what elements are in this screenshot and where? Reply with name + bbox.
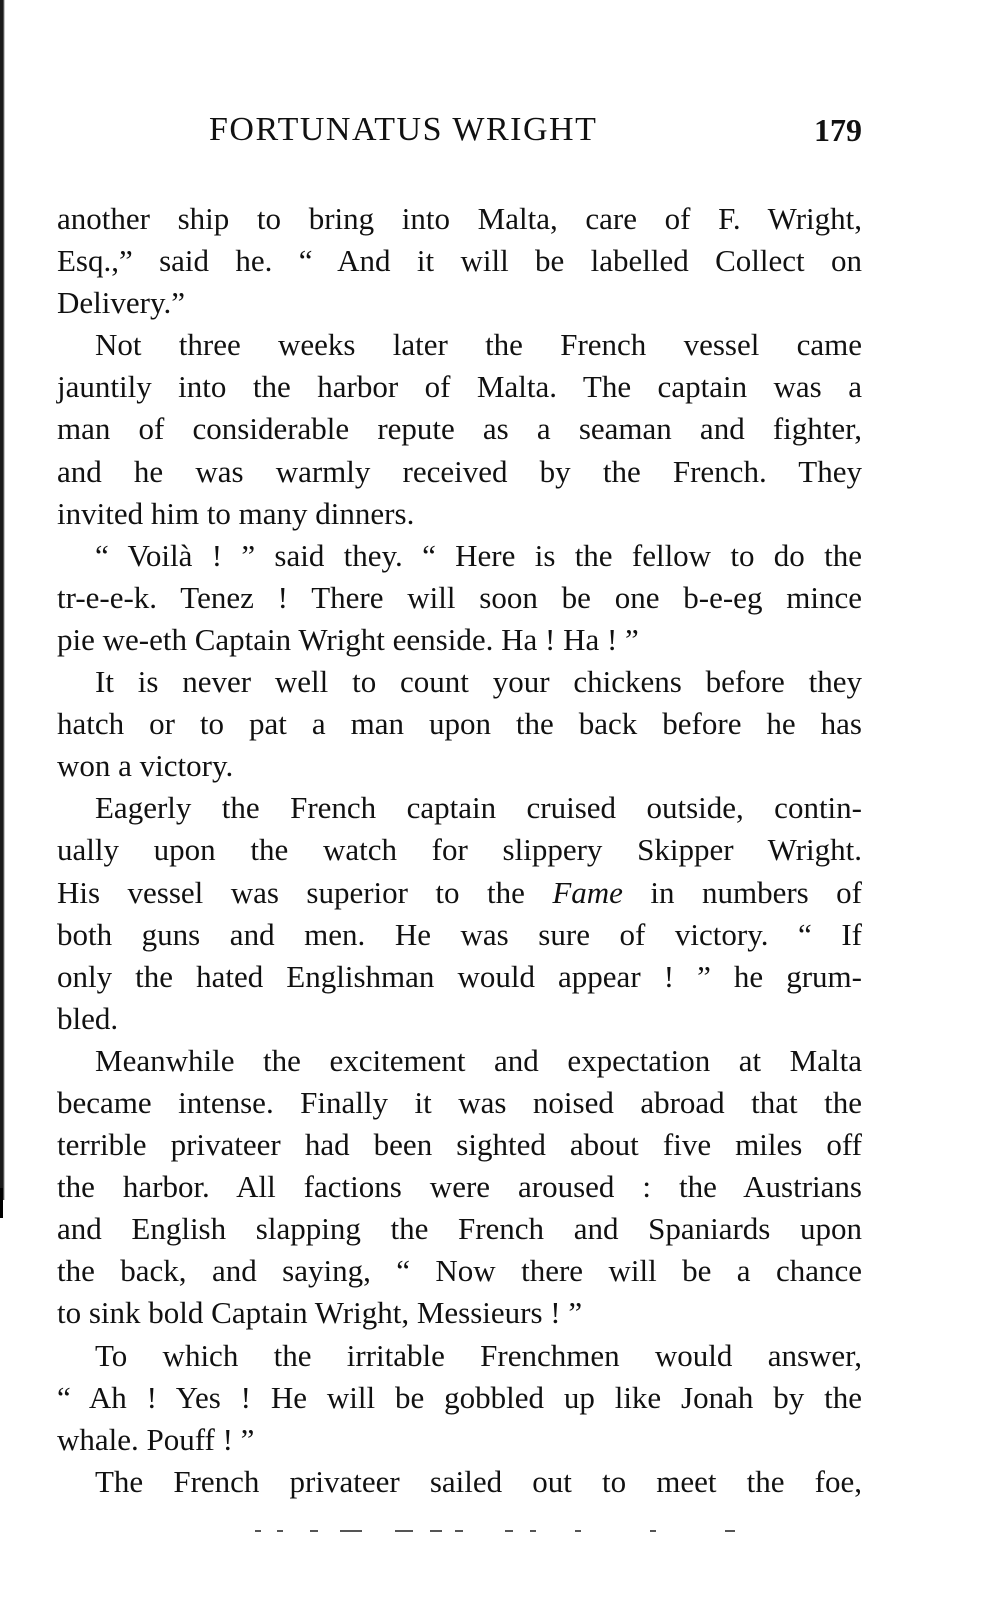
text-line: only the hated Englishman would appear ! ” he grum- [57,958,862,994]
body-text [57,198,862,1503]
text-line: tr-e-e-k. Tenez ! There will soon be one b-e-eg mince [57,579,862,615]
text-line: Eagerly the French captain cruised outside, contin- [95,790,862,826]
text-line: bled. [57,1000,119,1036]
text-line: Esq.,” said he. “ And it will be labelled Collect on [57,243,862,279]
cut-off-next-line-marks [255,1530,755,1536]
text-line: Not three weeks later the French vessel came [95,327,862,363]
text-line: both guns and men. He was sure of victory. “ If [57,916,862,952]
text-line: pie we-eth Captain Wright eenside. Ha ! Ha ! ” [57,621,639,657]
text-line: became intense. Finally it was noised abroad that the [57,1084,862,1120]
text-line: Meanwhile the excitement and expectation at Malta [95,1042,862,1078]
text-line: and English slapping the French and Spaniards upon [57,1211,862,1247]
text-line: whale. Pouff ! ” [57,1421,255,1457]
text-line: Delivery.” [57,285,185,321]
text-line: the back, and saying, “ Now there will be a chance [57,1253,862,1289]
text-line: “ Ah ! Yes ! He will be gobbled up like Jonah by the [57,1379,862,1415]
text-line: ually upon the watch for slippery Skipper Wright. [57,832,862,868]
text-line: It is never well to count your chickens before they [95,664,862,700]
text-line: the harbor. All factions were aroused : the Austrians [57,1169,862,1205]
binding-edge [0,0,5,1200]
text-line: To which the irritable Frenchmen would answer, [95,1337,862,1373]
text-line: man of considerable repute as a seaman and fighter, [57,411,862,447]
binding-edge-mark [0,1188,3,1218]
ship-name-italic: Fame [552,874,623,910]
running-head [57,108,862,152]
text-segment: His vessel was superior to the [57,874,553,910]
text-line: and he was warmly received by the French. They [57,453,862,489]
text-line: terrible privateer had been sighted about five miles off [57,1127,862,1163]
text-line-with-italic [57,872,862,914]
text-line: invited him to many dinners. [57,495,415,531]
text-line: won a victory. [57,748,234,784]
text-line: The French privateer sailed out to meet the foe, [95,1463,862,1499]
running-title: FORTUNATUS WRIGHT [209,111,598,148]
text-segment: in numbers of [622,874,862,910]
text-line: another ship to bring into Malta, care of F. Wright, [57,201,862,236]
page-number: 179 [814,112,862,148]
text-line: jauntily into the harbor of Malta. The captain was a [57,369,862,405]
text-line: “ Voilà ! ” said they. “ Here is the fellow to do the [95,537,862,573]
text-line: to sink bold Captain Wright, Messieurs ! ” [57,1295,583,1331]
text-line: hatch or to pat a man upon the back before he has [57,706,862,742]
